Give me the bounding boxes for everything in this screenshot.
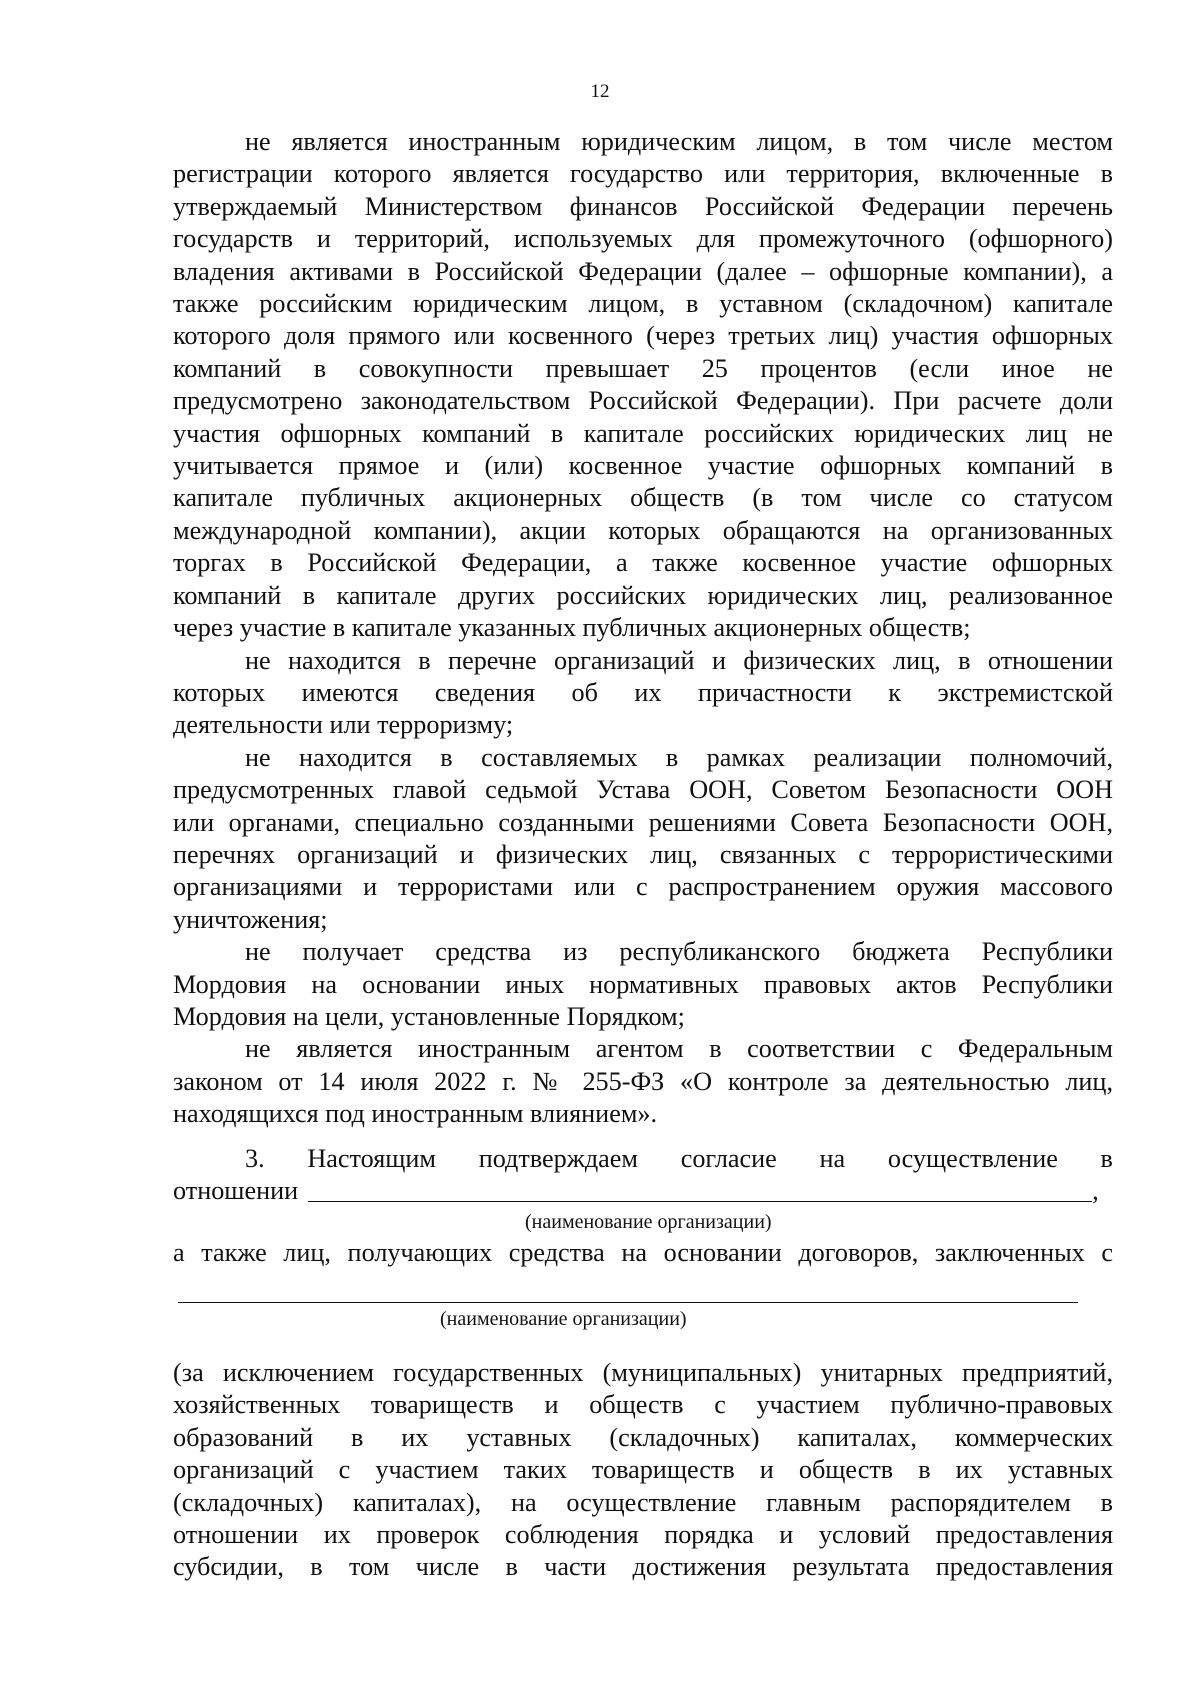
text-line: предусмотренных главой седьмой Устава ООН, Советом Безопасности ООН: [173, 775, 1113, 805]
text-line: не получает средства из республиканского бюджета Республики: [245, 937, 1113, 967]
text-line: не является иностранным агентом в соответствии с Федеральным: [245, 1034, 1113, 1064]
item-word: на: [819, 1144, 846, 1173]
paragraph-exceptions: [173, 1357, 1113, 1584]
text-line: уничтожения;: [173, 904, 328, 934]
text-line: компаний в капитале других российских юридических лиц, реализованное: [173, 580, 1113, 610]
paragraph-foreign-agent: [173, 1033, 1113, 1130]
relation-label: отношении: [173, 1176, 299, 1206]
paragraph-extremism-list: [173, 645, 1113, 742]
text-line: находящихся под иностранным влиянием».: [173, 1099, 658, 1129]
text-line: перечнях организаций и физических лиц, связанных с террористическими: [173, 839, 1113, 869]
text-line: учитывается прямое и (или) косвенное участие офшорных компаний в: [173, 451, 1113, 481]
text-line: (за исключением государственных (муниципальных) унитарных предприятий,: [173, 1358, 1113, 1387]
text-line: не находится в перечне организаций и физических лиц, в отношении: [245, 645, 1113, 675]
text-line: хозяйственных товариществ и обществ с участием публично-правовых: [173, 1390, 1113, 1420]
item-word: в: [1100, 1144, 1113, 1173]
item-number: 3.: [245, 1144, 265, 1173]
text-line: участия офшорных компаний в капитале российских юридических лиц не: [173, 418, 1113, 448]
text-line: также российским юридическим лицом, в уставном (складочном) капитале: [173, 289, 1113, 319]
text-line: Мордовия на цели, установленные Порядком;: [173, 1001, 685, 1031]
text-line: законом от 14 июля 2022 г. № 255-ФЗ «О контроле за деятельностью лиц,: [173, 1066, 1113, 1096]
paragraph-un-lists: [173, 742, 1113, 936]
text-line: не является иностранным юридическим лицом, в том числе местом: [245, 127, 1113, 156]
item-word: Настоящим: [307, 1144, 436, 1173]
organization-name-blank-1[interactable]: [308, 1177, 1092, 1202]
item-3-consent: [173, 1143, 1113, 1208]
text-line: предусмотрено законодательством Российской Федерации). При расчете доли: [173, 386, 1113, 416]
text-line: отношении их проверок соблюдения порядка и условий предоставления: [173, 1520, 1113, 1550]
item-word: подтверждаем: [478, 1144, 638, 1173]
organization-caption-1: (наименование организации): [525, 1211, 772, 1233]
item-word: согласие: [680, 1144, 777, 1173]
text-line: регистрации которого является государство или территория, включенные в: [173, 159, 1113, 189]
paragraph-foreign-entity: [173, 126, 1113, 645]
text-line: организаций с участием таких товариществ и обществ в их уставных: [173, 1455, 1113, 1485]
text-line: субсидии, в том числе в части достижения результата предоставления: [173, 1552, 1113, 1582]
text-line: утверждаемый Министерством финансов Российской Федерации перечень: [173, 191, 1113, 221]
organization-blank-row: [173, 1175, 1113, 1207]
text-line: через участие в капитале указанных публичных акционерных обществ;: [173, 613, 971, 643]
organization-caption-2: (наименование организации): [440, 1308, 687, 1330]
text-line: Мордовия на основании иных нормативных правовых актов Республики: [173, 969, 1113, 999]
text-line: компаний в совокупности превышает 25 процентов (если иное не: [173, 353, 1113, 383]
text-line: которых имеются сведения об их причастности к экстремистской: [173, 677, 1113, 707]
text-line: международной компании), акции которых обращаются на организованных: [173, 515, 1113, 545]
trailing-comma: ,: [1092, 1176, 1099, 1206]
text-line: не находится в составляемых в рамках реализации полномочий,: [245, 742, 1113, 772]
text-line: или органами, специально созданными решениями Совета Безопасности ООН,: [173, 807, 1113, 837]
text-line: владения активами в Российской Федерации (далее – офшорные компании), а: [173, 256, 1113, 286]
text-line: государств и территорий, используемых для промежуточного (офшорного): [173, 224, 1113, 254]
text-line: деятельности или терроризму;: [173, 710, 514, 740]
item-3-first-line: [173, 1143, 1113, 1175]
text-line: организациями и террористами или с распространением оружия массового: [173, 872, 1113, 902]
main-body-text: [173, 126, 1113, 1131]
item-word: осуществление: [887, 1144, 1058, 1173]
contracts-line: а также лиц, получающих средства на основании договоров, заключенных с: [173, 1238, 1113, 1267]
text-line: образований в их уставных (складочных) капиталах, коммерческих: [173, 1422, 1113, 1452]
text-line: торгах в Российской Федерации, а также косвенное участие офшорных: [173, 548, 1113, 578]
paragraph-budget-funds: [173, 936, 1113, 1033]
text-line: которого доля прямого или косвенного (через третьих лиц) участия офшорных: [173, 321, 1113, 351]
text-line: капитале публичных акционерных обществ (в том числе со статусом: [173, 483, 1113, 513]
text-line: (складочных) капиталах), на осуществление главным распорядителем в: [173, 1487, 1113, 1517]
page-number: 12: [590, 81, 610, 102]
organization-name-blank-2[interactable]: [178, 1302, 1078, 1303]
